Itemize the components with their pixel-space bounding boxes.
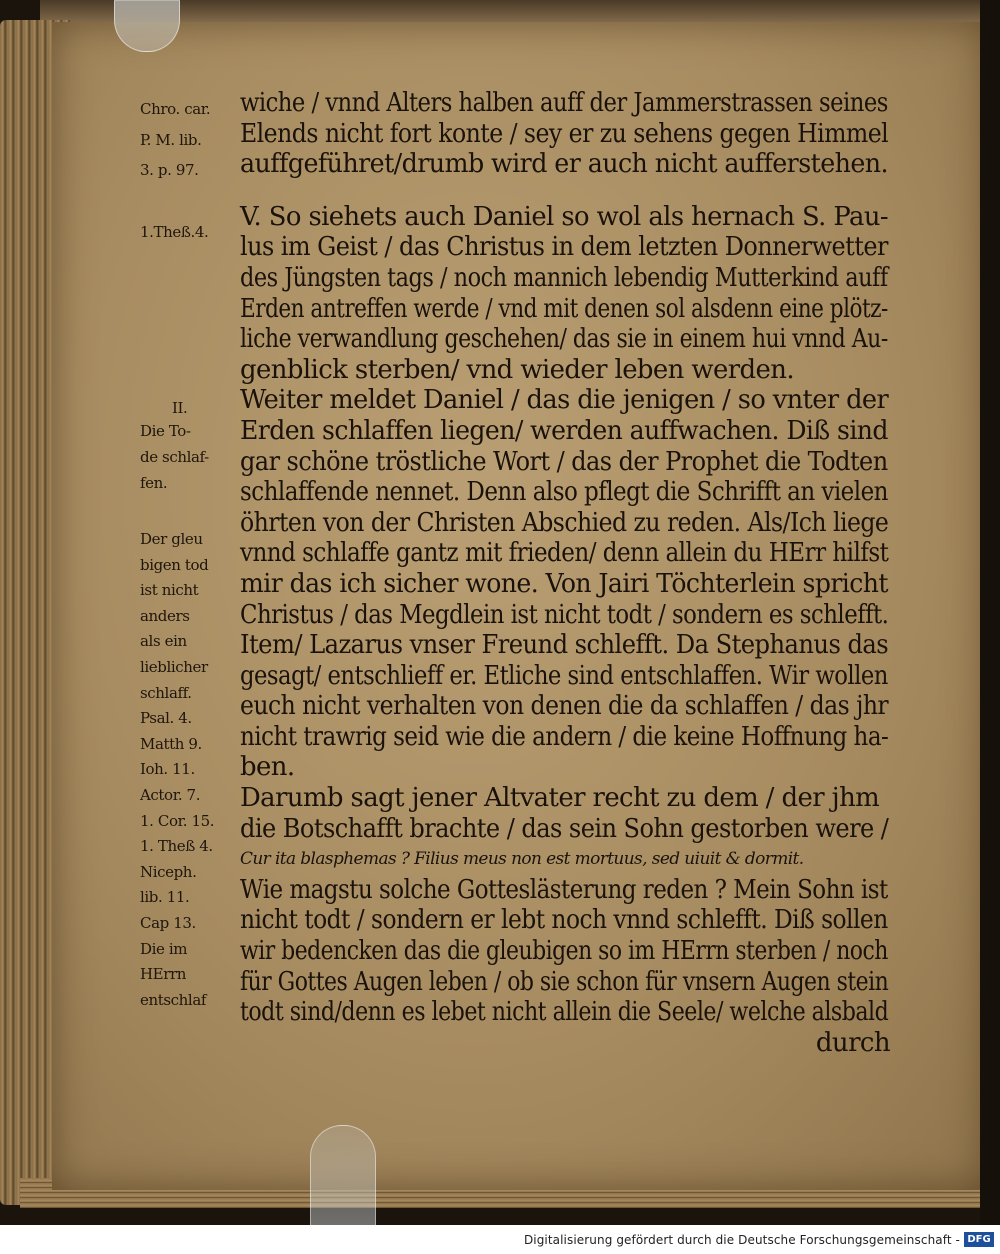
text-line: Christus / das Megdlein ist nicht todt / sondern es schlefft. (240, 599, 889, 630)
text-line: des Jüngsten tags / noch mannich lebendig Mutterkind auff (240, 262, 888, 293)
text-line: gar schöne tröstliche Wort / das der Prophet die Todten (240, 446, 888, 477)
margin-note-references: Der gleu bigen tod ist nicht anders als ein lieblicher schlaff. Psal. 4. Matth 9. Ioh. 11. Actor. 7. 1. Cor. 15. 1. Theß 4. Niceph. lib. 11. Cap 13. Die im HErrn entschlaf (140, 530, 215, 1009)
text-line: V. So siehets auch Daniel so wol als hernach S. Pau- (240, 201, 889, 232)
text-line: Wie magstu solche Gotteslästerung reden ? Mein Sohn ist (240, 874, 888, 905)
text-line: lus im Geist / das Christus in dem letzten Donnerwetter (240, 232, 888, 263)
text-line: schlaffende nennet. Denn also pflegt die Schrifft an vielen (240, 477, 888, 508)
catchword: durch (815, 1027, 890, 1058)
text-line: wiche / vnnd Alters halben auff der Jammerstrassen seines (240, 88, 888, 118)
right-shadow (980, 0, 1000, 1225)
text-line: nicht trawrig seid wie die andern / die keine Hoffnung ha- (240, 721, 889, 752)
text-line: mir das ich sicher wone. Von Jairi Töchterlein spricht (240, 568, 888, 599)
text-line: öhrten von der Christen Abschied zu reden. Als/Ich liege (240, 507, 889, 538)
text-line: ben. (240, 752, 295, 783)
margin-note-chronicle: Chro. car. P. M. lib. 3. p. 97. (140, 100, 211, 180)
margin-note-die-todten: Die To- de schlaf- fen. (140, 422, 209, 492)
text-line: Erden antreffen werde / vnd mit denen sol alsdenn eine plötz- (240, 293, 888, 324)
text-line: Weiter meldet Daniel / das die jenigen / so vnter der (240, 385, 889, 416)
text-line: Darumb sagt jener Altvater recht zu dem / der jhm (240, 783, 880, 814)
text-line: todt sind/denn es lebet nicht allein die Seele/ welche alsbald (240, 997, 889, 1028)
text-line: wir bedencken das die gleubigen so im HErrn sterben / noch (240, 936, 888, 967)
margin-note-section-two: II. (172, 399, 188, 417)
text-line: euch nicht verhalten von denen die da schlaffen / das jhr (240, 691, 889, 722)
text-line: Item/ Lazarus vnser Freund schlefft. Da Stephanus das (240, 630, 889, 661)
text-line: die Botschafft brachte / das sein Sohn gestorben were / (240, 813, 889, 844)
footer-bar (0, 1225, 1000, 1254)
text-line: Erden schlaffen liegen/ werden auffwachen. Diß sind (240, 415, 888, 446)
text-line: gesagt/ entschlieff er. Etliche sind entschlaffen. Wir wollen (240, 660, 888, 691)
text-line: Elends nicht fort konte / sey er zu sehens gegen Himmel (240, 118, 889, 149)
page-clip-bottom (310, 1125, 376, 1227)
text-line: auffgeführet/drumb wird er auch nicht aufferstehen. (240, 149, 888, 180)
latin-quote: Cur ita blasphemas ? Filius meus non est mortuus, sed uiuit & dormit. (240, 849, 804, 870)
text-line: nicht todt / sondern er lebt noch vnnd schlefft. Diß sollen (240, 905, 888, 936)
main-text (240, 88, 890, 1058)
dfg-logo: DFG (964, 1232, 994, 1247)
footer-credit: Digitalisierung gefördert durch die Deutsche Forschungsgemeinschaft - (523, 1233, 960, 1247)
text-line: liche verwandlung geschehen/ das sie in einem hui vnnd Au- (240, 324, 888, 355)
text-line: vnnd schlaffe gantz mit frieden/ denn allein du HErr hilfst (240, 538, 889, 569)
text-line: genblick sterben/ vnd wieder leben werden. (240, 354, 795, 385)
text-line: für Gottes Augen leben / ob sie schon für vnsern Augen stein (240, 966, 889, 997)
margin-note-thess: 1.Theß.4. (140, 223, 209, 241)
